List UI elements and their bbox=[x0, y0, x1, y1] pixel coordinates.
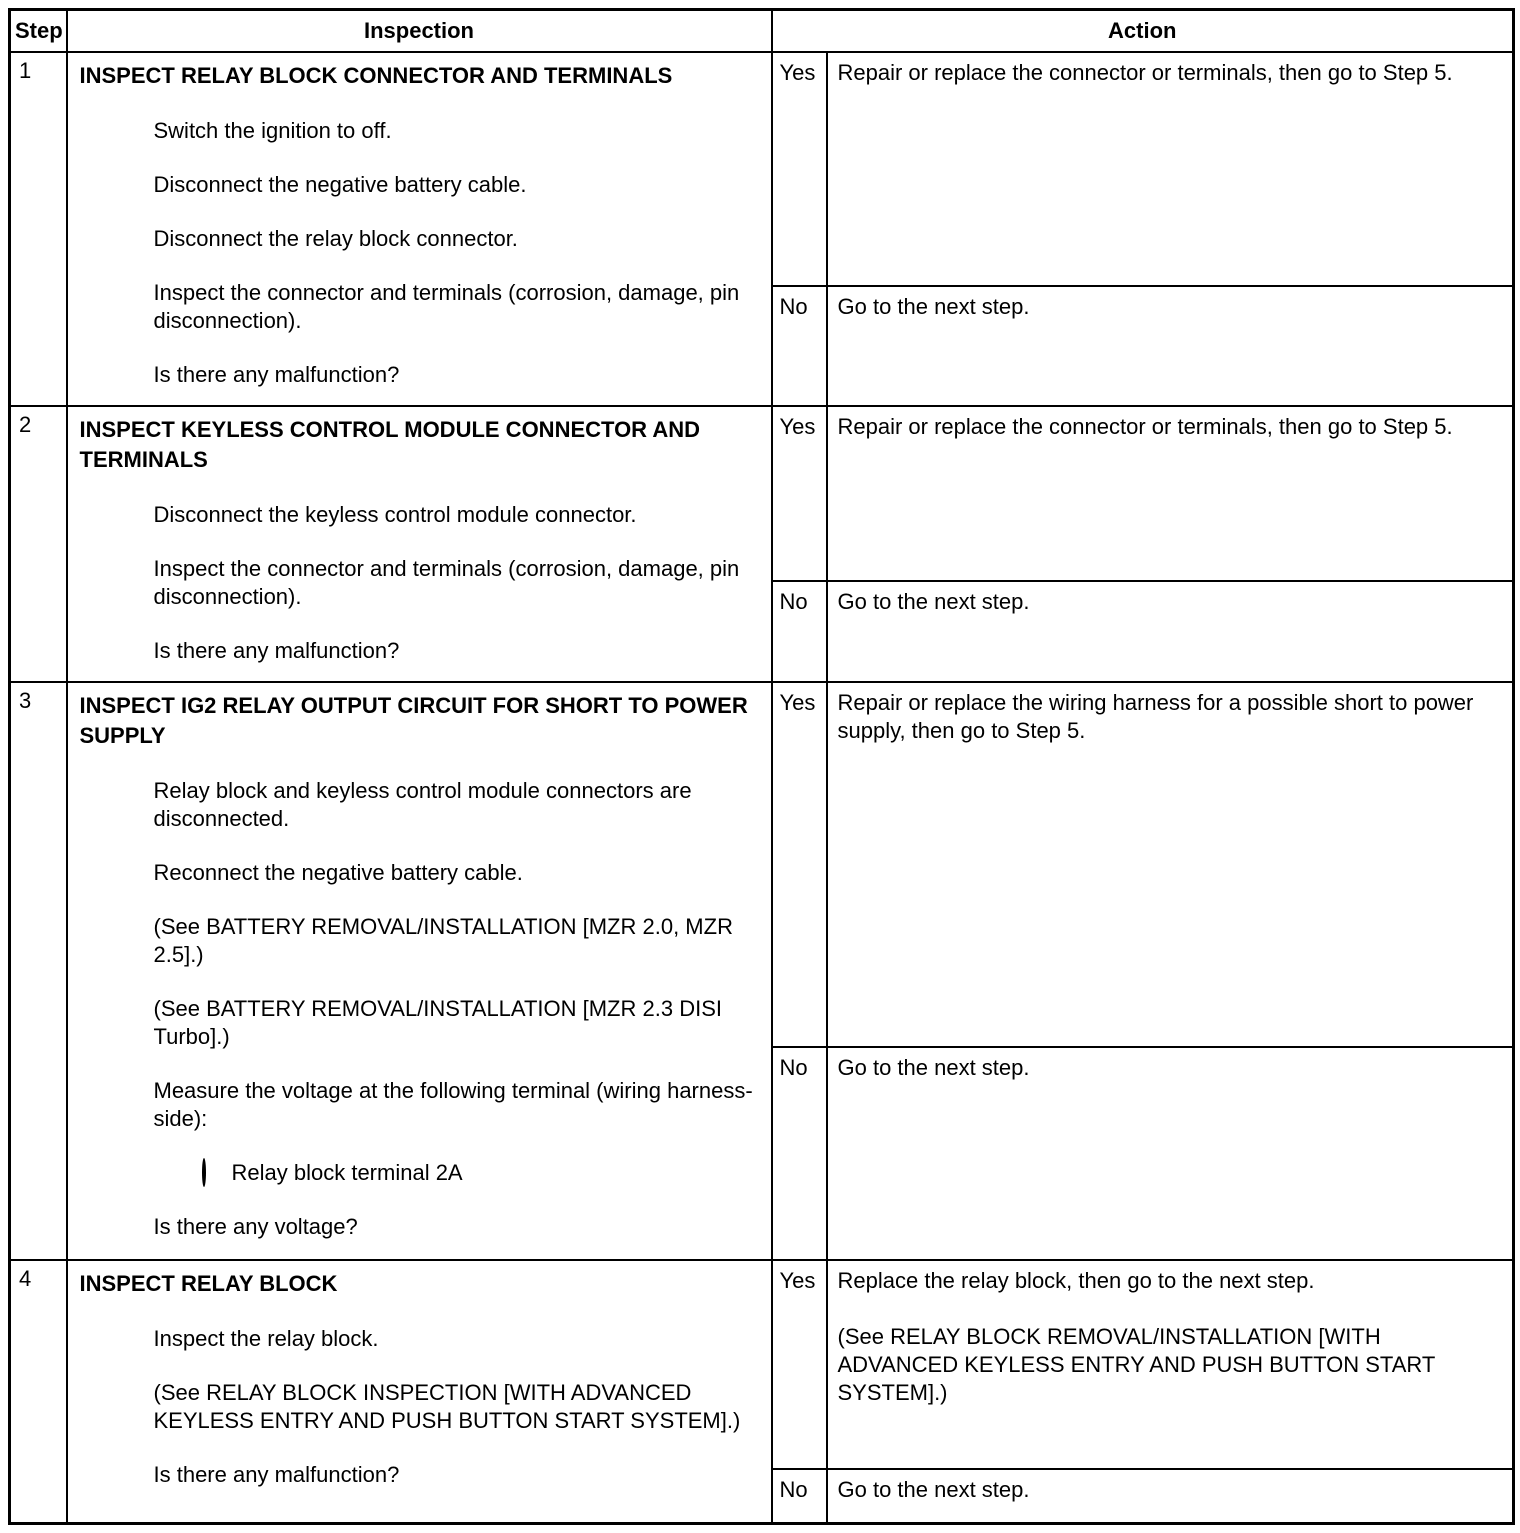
bullet-icon bbox=[124, 171, 154, 199]
bullet-icon bbox=[124, 555, 154, 611]
yes-action-cell bbox=[827, 682, 1514, 1047]
inspection-item bbox=[80, 859, 759, 887]
yes-label: Yes bbox=[772, 1260, 827, 1469]
yes-action-cell bbox=[827, 1260, 1514, 1469]
bullet-icon bbox=[124, 859, 154, 887]
inspection-item-text: Switch the ignition to off. bbox=[153, 118, 392, 143]
action-text: Go to the next step. bbox=[837, 1055, 1030, 1080]
inspection-item bbox=[80, 1213, 759, 1241]
inspection-item bbox=[80, 1325, 759, 1353]
inspection-item bbox=[80, 501, 759, 529]
action-text: Go to the next step. bbox=[837, 588, 1030, 614]
step-3-yes-row bbox=[10, 682, 1514, 1047]
no-action-cell bbox=[827, 1469, 1514, 1523]
inspection-item-text: Is there any malfunction? bbox=[153, 638, 400, 663]
column-header-inspection: Inspection bbox=[67, 10, 772, 53]
inspection-item bbox=[80, 225, 759, 253]
step-2-yes-row bbox=[10, 406, 1514, 581]
action-text: Go to the next step. bbox=[837, 293, 1030, 319]
yes-label: Yes bbox=[772, 52, 827, 286]
inspection-item-text: Relay block terminal 2A bbox=[231, 1160, 463, 1185]
action-text: (See RELAY BLOCK REMOVAL/INSTALLATION [WITH ADVANCED KEYLESS ENTRY AND PUSH BUTTON START SYSTEM].) bbox=[837, 1324, 1435, 1405]
troubleshooting-table bbox=[8, 8, 1515, 1525]
bullet-icon bbox=[124, 279, 154, 335]
header-row bbox=[10, 10, 1514, 53]
inspection-title: INSPECT RELAY BLOCK CONNECTOR AND TERMINALS bbox=[79, 63, 673, 88]
bullet-icon bbox=[124, 117, 154, 145]
step-number: 2 bbox=[10, 406, 67, 682]
inspection-item-text: Disconnect the relay block connector. bbox=[153, 226, 518, 251]
no-label: No bbox=[772, 286, 827, 406]
no-action-cell bbox=[827, 286, 1514, 406]
yes-label: Yes bbox=[772, 682, 827, 1047]
bullet-icon bbox=[124, 501, 154, 529]
inspection-item bbox=[80, 1461, 759, 1489]
inspection-title: INSPECT IG2 RELAY OUTPUT CIRCUIT FOR SHORT TO POWER SUPPLY bbox=[79, 693, 748, 748]
inspection-item-text: Is there any malfunction? bbox=[153, 1462, 400, 1487]
inspection-title: INSPECT KEYLESS CONTROL MODULE CONNECTOR AND TERMINALS bbox=[79, 417, 701, 472]
inspection-cell bbox=[67, 52, 772, 406]
inspection-sub-item bbox=[80, 1159, 759, 1187]
inspection-item-text: Inspect the connector and terminals (corrosion, damage, pin disconnection). bbox=[153, 280, 740, 333]
no-action-cell bbox=[827, 1047, 1514, 1260]
inspection-cell bbox=[67, 1260, 772, 1523]
action-text: Repair or replace the connector or terminals, then go to Step 5. bbox=[837, 414, 1453, 439]
inspection-item bbox=[80, 279, 759, 335]
no-label: No bbox=[772, 1469, 827, 1523]
inspection-item-text: Is there any voltage? bbox=[153, 1214, 358, 1239]
bullet-icon bbox=[124, 361, 154, 389]
inspection-item-text: Disconnect the keyless control module connector. bbox=[153, 502, 637, 527]
yes-label: Yes bbox=[772, 406, 827, 581]
inspection-item bbox=[80, 361, 759, 389]
step-number: 3 bbox=[10, 682, 67, 1260]
step-4-yes-row bbox=[10, 1260, 1514, 1469]
no-label: No bbox=[772, 1047, 827, 1260]
inspection-item bbox=[80, 171, 759, 199]
inspection-item-text: (See BATTERY REMOVAL/INSTALLATION [MZR 2.0, MZR 2.5].) bbox=[153, 914, 733, 967]
bullet-icon bbox=[124, 637, 154, 665]
action-text: Repair or replace the connector or terminals, then go to Step 5. bbox=[837, 60, 1453, 85]
inspection-item bbox=[80, 777, 759, 833]
action-text: Replace the relay block, then go to the next step. bbox=[837, 1268, 1315, 1293]
bullet-icon bbox=[124, 1213, 154, 1241]
inspection-item-text: Inspect the connector and terminals (corrosion, damage, pin disconnection). bbox=[153, 556, 740, 609]
bullet-icon bbox=[124, 1325, 154, 1353]
inspection-item bbox=[80, 637, 759, 665]
inspection-title: INSPECT RELAY BLOCK bbox=[79, 1271, 338, 1296]
bullet-icon bbox=[124, 1077, 154, 1133]
action-text: Repair or replace the wiring harness for a possible short to power supply, then go to Step 5. bbox=[837, 690, 1474, 743]
circle-icon bbox=[202, 1159, 232, 1187]
inspection-item bbox=[80, 117, 759, 145]
inspection-item-text: Reconnect the negative battery cable. bbox=[153, 860, 523, 885]
inspection-item bbox=[80, 555, 759, 611]
column-header-step: Step bbox=[10, 10, 67, 53]
no-label: No bbox=[772, 581, 827, 682]
bullet-icon bbox=[124, 777, 154, 833]
yes-action-cell bbox=[827, 52, 1514, 286]
inspection-note bbox=[80, 1379, 759, 1435]
inspection-note bbox=[80, 913, 759, 969]
inspection-item-text: (See BATTERY REMOVAL/INSTALLATION [MZR 2.3 DISI Turbo].) bbox=[153, 996, 722, 1049]
yes-action-cell bbox=[827, 406, 1514, 581]
column-header-action: Action bbox=[772, 10, 1514, 53]
bullet-icon bbox=[124, 225, 154, 253]
inspection-cell bbox=[67, 406, 772, 682]
bullet-icon bbox=[124, 1461, 154, 1489]
inspection-item-text: Measure the voltage at the following terminal (wiring harness-side): bbox=[153, 1078, 753, 1131]
inspection-item-text: Is there any malfunction? bbox=[153, 362, 400, 387]
step-number: 1 bbox=[10, 52, 67, 406]
inspection-item-text: (See RELAY BLOCK INSPECTION [WITH ADVANCED KEYLESS ENTRY AND PUSH BUTTON START SYSTEM].) bbox=[153, 1380, 741, 1433]
action-text: Go to the next step. bbox=[837, 1477, 1030, 1502]
inspection-cell bbox=[67, 682, 772, 1260]
step-number: 4 bbox=[10, 1260, 67, 1523]
inspection-item bbox=[80, 1077, 759, 1133]
inspection-item-text: Relay block and keyless control module connectors are disconnected. bbox=[153, 778, 692, 831]
inspection-item-text: Disconnect the negative battery cable. bbox=[153, 172, 527, 197]
inspection-note bbox=[80, 995, 759, 1051]
inspection-item-text: Inspect the relay block. bbox=[153, 1326, 379, 1351]
no-action-cell bbox=[827, 581, 1514, 682]
step-1-yes-row bbox=[10, 52, 1514, 286]
